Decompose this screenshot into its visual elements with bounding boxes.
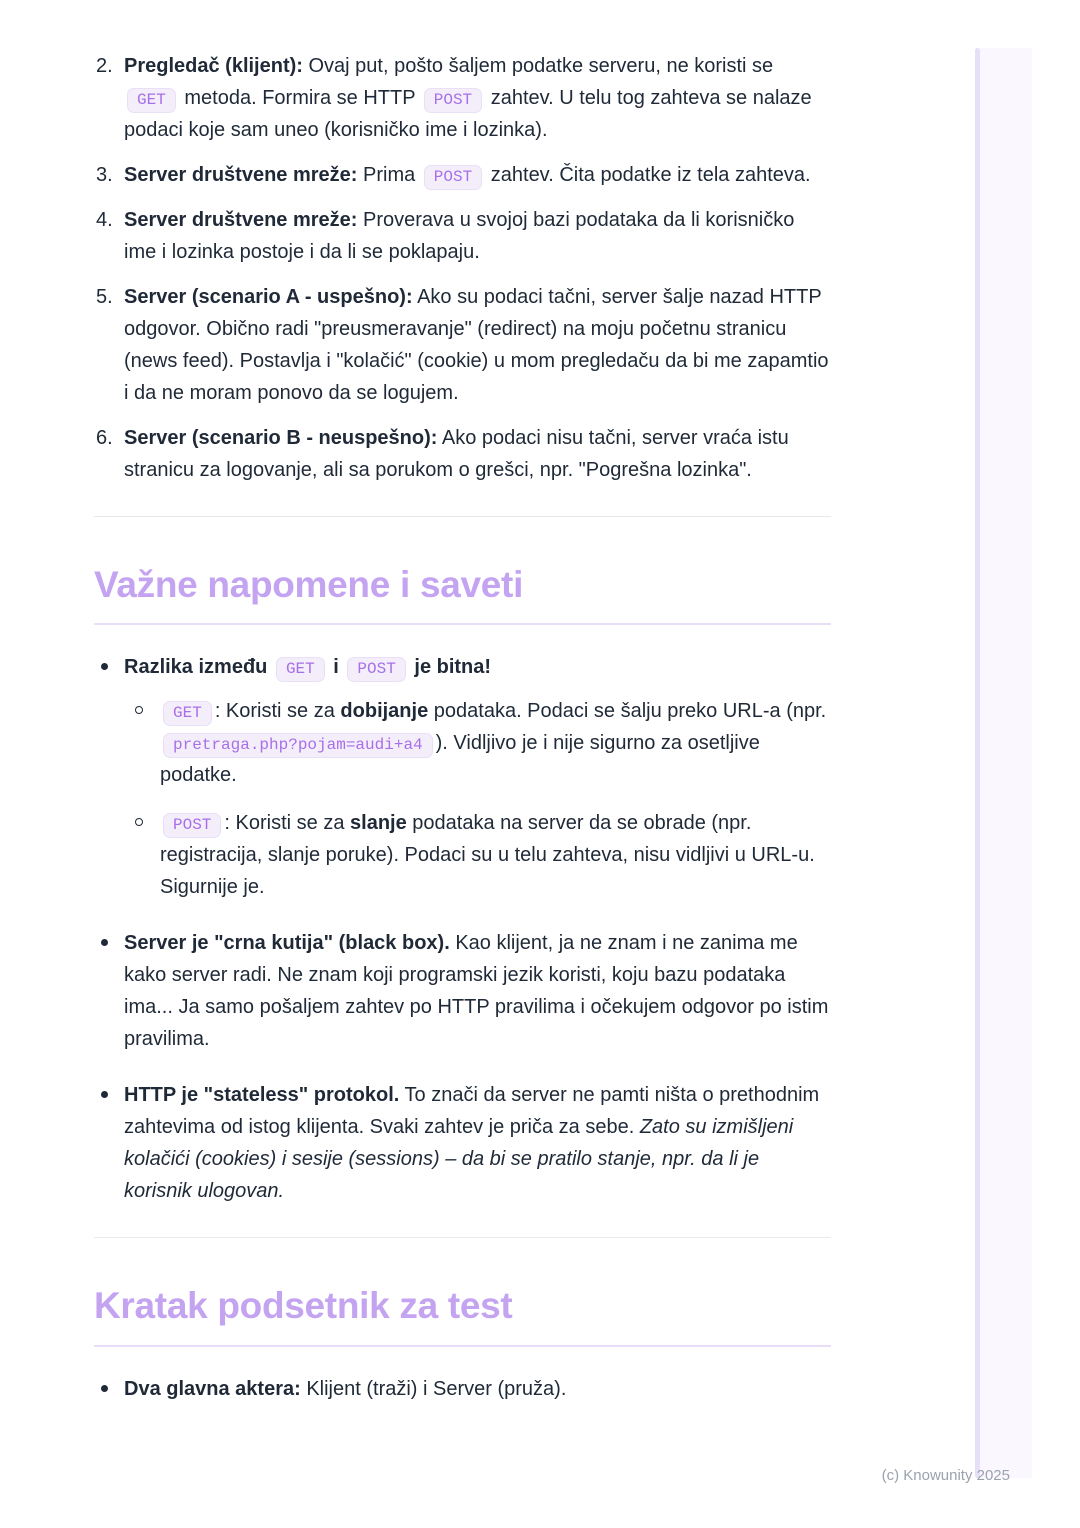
text-segment-text: Prima: [357, 164, 421, 186]
text-segment-bold: i: [327, 656, 345, 679]
section-heading-reminder: Kratak podsetnik za test: [94, 1284, 831, 1346]
text-segment-text: Kao klijent, ja ne znam i ne zanima me kako server radi. Ne znam koji programski jezik koristi, koju bazu podataka ima... Ja samo pošaljem zahtev po HTTP pravilima i očekujem odgovor po istim pravilima.: [124, 932, 829, 1051]
section-divider: [94, 516, 831, 517]
bullet-list-item: [124, 695, 831, 791]
sub-bullet-list: [124, 695, 831, 903]
inline-code-chip: GET: [163, 701, 212, 726]
text-segment-bold: Server (scenario B - neuspešno):: [124, 427, 438, 449]
inline-code-chip: POST: [424, 165, 482, 190]
text-segment-bold: Server društvene mreže:: [124, 209, 358, 231]
disc-bullet-icon: [101, 663, 108, 670]
watermark: (c) Knowunity 2025: [881, 1467, 1010, 1484]
text-segment-text: podataka. Podaci se šalju preko URL-a (npr.: [428, 700, 827, 723]
text-segment-text: Proverava u svojoj bazi podataka da li korisničko ime i lozinka postoje i da li se poklapaju.: [124, 209, 795, 263]
text-segment-bold: Razlika između: [124, 656, 273, 679]
document-content: [94, 50, 831, 1405]
disc-bullet-icon: [101, 1091, 108, 1098]
inline-code-chip: POST: [347, 657, 405, 682]
circle-bullet-icon: [135, 818, 143, 826]
text-segment-bold: HTTP je "stateless" protokol.: [124, 1084, 400, 1107]
text-segment-text: ). Vidljivo je i nije sigurno za osetljive podatke.: [160, 732, 760, 787]
text-segment-text: : Koristi se za: [224, 812, 351, 835]
text-segment-text: podataka na server da se obrade (npr. registracija, slanje poruke). Podaci su u telu zahteva, nisu vidljivi u URL-u. Sigurnije je.: [160, 812, 815, 899]
bullet-list-item: [94, 1079, 831, 1207]
numbered-list-item: [94, 50, 831, 146]
text-segment-bold: Server je "crna kutija" (black box).: [124, 932, 450, 955]
text-segment-text: metoda. Formira se HTTP: [178, 87, 421, 109]
bullet-list-item: [124, 807, 831, 903]
inline-code-chip: POST: [424, 88, 482, 113]
list-number: 3.: [96, 164, 113, 186]
numbered-list-item: [94, 204, 831, 268]
text-segment-bold: Pregledač (klijent):: [124, 55, 303, 77]
disc-bullet-icon: [101, 1385, 108, 1392]
inline-code-chip: pretraga.php?pojam=audi+a4: [163, 733, 433, 758]
text-segment-text: Ako podaci nisu tačni, server vraća istu stranicu za logovanje, ali sa porukom o grešci, npr. "Pogrešna lozinka".: [124, 427, 789, 481]
list-number: 6.: [96, 427, 113, 449]
text-segment-text: Klijent (traži) i Server (pruža).: [300, 1377, 567, 1400]
text-segment-bold: slanje: [350, 812, 407, 835]
text-segment-bold: dobijanje: [340, 700, 429, 723]
numbered-list-item: [94, 281, 831, 409]
text-segment-italic: Zato su izmišljeni kolačići (cookies) i sesije (sessions) – da bi se pratilo stanje, npr. da li je korisnik ulogovan.: [124, 1116, 794, 1203]
page-edge-tint: [980, 48, 1032, 1478]
circle-bullet-icon: [135, 706, 143, 714]
text-segment-text: To znači da server ne pamti ništa o prethodnim zahtevima od istog klijenta. Svaki zahtev je priča za sebe.: [124, 1084, 820, 1139]
disc-bullet-icon: [101, 939, 108, 946]
list-number: 5.: [96, 286, 113, 308]
numbered-list: [94, 50, 831, 486]
notes-bullet-list: [94, 651, 831, 1207]
bullet-list-item: [94, 927, 831, 1055]
list-number: 2.: [96, 55, 113, 77]
inline-code-chip: POST: [163, 813, 221, 838]
inline-code-chip: GET: [127, 88, 176, 113]
numbered-list-item: [94, 159, 831, 191]
text-segment-text: Ako su podaci tačni, server šalje nazad HTTP odgovor. Obično radi "preusmeravanje" (redirect) na moju početnu stranicu (news feed). Postavlja i "kolačić" (cookie) u mom pregledaču da bi me zapamtio i da ne moram ponovo da se logujem.: [124, 286, 829, 404]
page-edge-bar: [975, 48, 980, 1478]
text-segment-bold: Server društvene mreže:: [124, 164, 358, 186]
text-segment-text: Ovaj put, pošto šaljem podatke serveru, ne koristi se: [302, 55, 774, 77]
text-segment-text: zahtev. U telu tog zahteva se nalaze podaci koje sam uneo (korisničko ime i lozinka).: [124, 87, 812, 141]
numbered-list-item: [94, 422, 831, 486]
section-heading-notes: Važne napomene i saveti: [94, 563, 831, 625]
list-number: 4.: [96, 209, 113, 231]
bullet-list-item: [94, 651, 831, 903]
bullet-list-item: [94, 1373, 831, 1405]
reminder-bullet-list: [94, 1373, 831, 1405]
text-segment-text: zahtev. Čita podatke iz tela zahteva.: [485, 164, 811, 186]
text-segment-bold: je bitna!: [408, 656, 492, 679]
text-segment-bold: Dva glavna aktera:: [124, 1377, 301, 1400]
inline-code-chip: GET: [276, 657, 325, 682]
text-segment-text: : Koristi se za: [214, 700, 341, 723]
section-divider: [94, 1237, 831, 1238]
text-segment-bold: Server (scenario A - uspešno):: [124, 286, 413, 308]
